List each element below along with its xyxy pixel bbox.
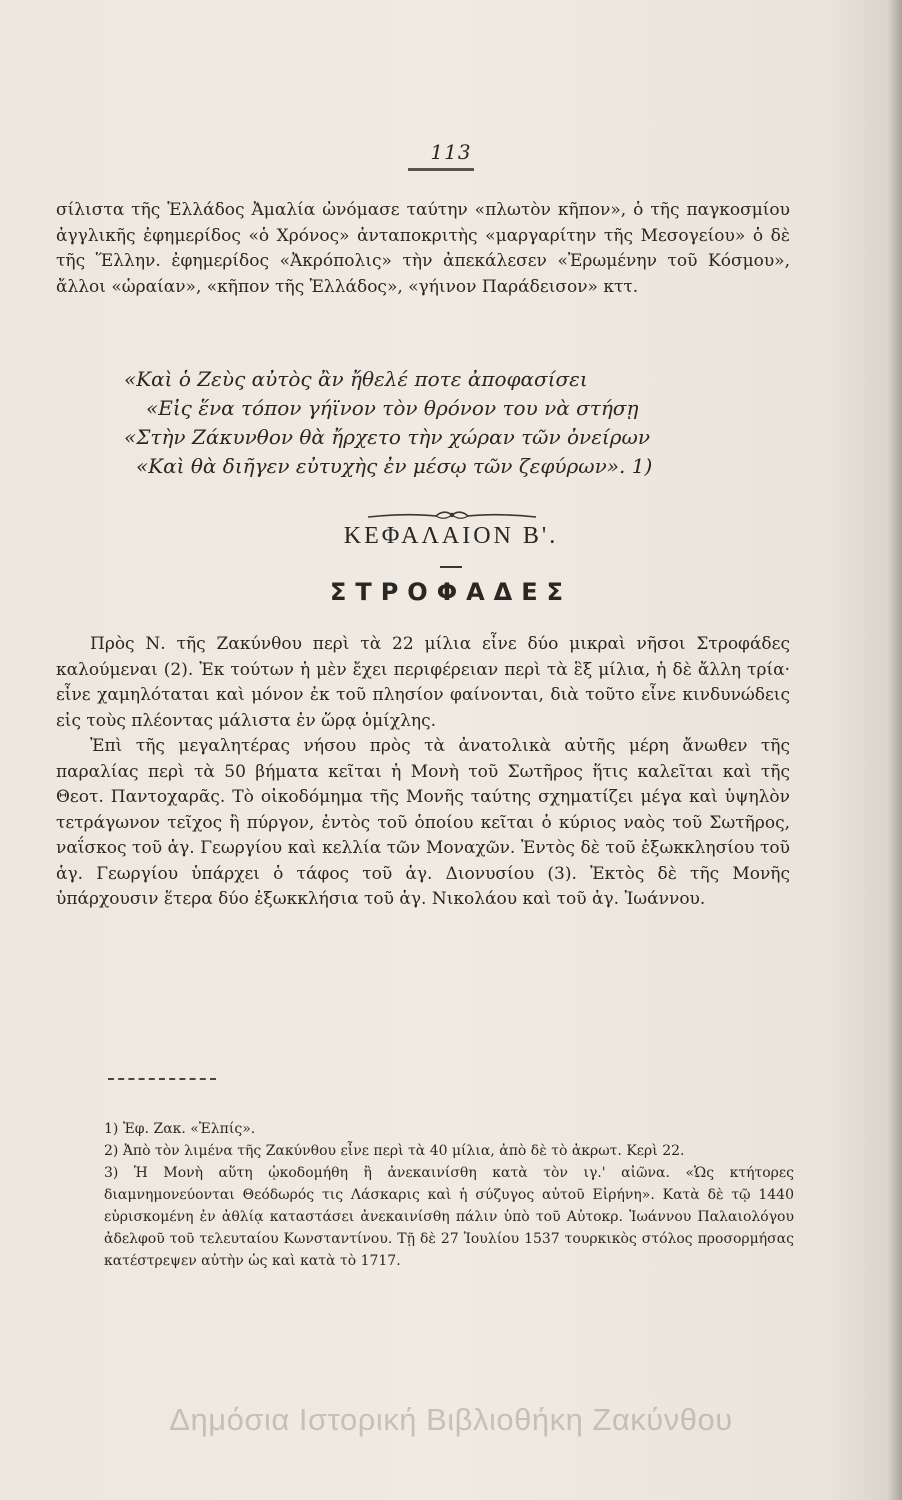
body-paragraph: Ἐπὶ τῆς μεγαλητέρας νήσου πρὸς τὰ ἀνατολικὰ αὐτῆς μέρη ἄνωθεν τῆς παραλίας περὶ τὰ 50 βήματα κεῖται ἡ Μονὴ τοῦ Σωτῆρος ἥτις καλεῖται καὶ τῆς Θεοτ. Παντοχαρᾶς. Τὸ οἰκοδόμημα τῆς Μονῆς ταύτης σχηματίζει μέγα καὶ ὑψηλὸν τετράγωνον τεῖχος ἢ πύργον, ἐντὸς τοῦ ὁποίου κεῖται ὁ κύριος ναὸς τοῦ Σωτῆρος, ναΐσκος τοῦ ἁγ. Γεωργίου καὶ κελλία τῶν Μοναχῶν. Ἐντὸς δὲ τοῦ ἐξωκκλησίου τοῦ ἁγ. Γεωργίου ὑπάρχει ὁ τάφος τοῦ ἁγ. Διονυσίου (3). Ἐκτὸς δὲ τῆς Μονῆς ὑπάρχουσιν ἕτερα δύο ἐξωκκλήσια τοῦ ἁγ. Νικολάου καὶ τοῦ ἁγ. Ἰωάννου.: [56, 736, 790, 909]
chapter-rule: [440, 566, 462, 568]
footnote: 1) Ἐφ. Ζακ. «Ἐλπίς».: [104, 1121, 256, 1137]
verse-block: [124, 365, 804, 481]
verse-line: «Στὴν Ζάκυνθον θὰ ἤρχετο τὴν χώραν τῶν ὀνείρων: [124, 425, 650, 449]
library-watermark: Δημόσια Ιστορική Βιβλιοθήκη Ζακύνθου: [169, 1402, 733, 1437]
page-number-underline: [408, 168, 474, 171]
page-edge-shadow: [888, 0, 902, 1500]
footnote: 3) Ἡ Μονὴ αὕτη ᾠκοδομήθη ἢ ἀνεκαινίσθη κατὰ τὸν ιγ.' αἰῶνα. «Ὡς κτήτορες διαμνημονεύονται Θεόδωρός τις Λάσκαρις καὶ ἡ σύζυγος αὐτοῦ Εἰρήνη». Κατὰ δὲ τῷ 1440 εὑρισκομένη ἐν ἀθλίᾳ καταστάσει ἀνεκαινίσθη πάλιν ὑπὸ τοῦ Αὐτοκρ. Ἰωάννου Παλαιολόγου ἀδελφοῦ τοῦ τελευταίου Κωνσταντίνου. Τῇ δὲ 27 Ἰουλίου 1537 τουρκικὸς στόλος προσορμήσας κατέστρεψεν αὐτὴν ὡς καὶ κατὰ τὸ 1717.: [104, 1165, 794, 1269]
verse-line: «Εἰς ἕνα τόπον γήϊνον τὸν θρόνον του νὰ στήσῃ: [146, 396, 639, 420]
section-title: ΣΤΡΟΦΑΔΕΣ: [329, 578, 573, 606]
page-number: 113: [430, 140, 472, 164]
body-paragraph: Πρὸς Ν. τῆς Ζακύνθου περὶ τὰ 22 μίλια εἶνε δύο μικραὶ νῆσοι Στροφάδες καλούμεναι (2). Ἐκ τούτων ἡ μὲν ἔχει περιφέρειαν περὶ τὰ ἓξ μίλια, ἡ δὲ ἄλλη τρία· εἶνε χαμηλόταται καὶ μόνον ἐκ τοῦ πλησίον φαίνονται, διὰ τοῦτο εἶνε κινδυνώδεις εἰς τοὺς πλέοντας μάλιστα ἐν ὥρᾳ ὁμίχλης.: [56, 634, 790, 731]
body-text: [56, 632, 790, 913]
top-paragraph-block: [56, 198, 790, 300]
footnotes: [104, 1118, 794, 1272]
verse-line: «Καὶ θὰ διῆγεν εὐτυχὴς ἐν μέσῳ τῶν ζεφύρων». 1): [136, 454, 653, 478]
chapter-heading: ΚΕΦΑΛΑΙΟΝ Β'.: [343, 523, 559, 549]
top-paragraph: σίλιστα τῆς Ἑλλάδος Ἀμαλία ὠνόμασε ταύτην «πλωτὸν κῆπον», ὁ τῆς παγκοσμίου ἀγγλικῆς ἐφημερίδος «ὁ Χρόνος» ἀνταποκριτὴς «μαργαρίτην τῆς Μεσογείου» ὁ δὲ τῆς Ἕλλην. ἐφημερίδος «Ἀκρόπολις» τὴν ἀπεκάλεσεν «Ἐρωμένην τοῦ Κόσμου», ἄλλοι «ὡραίαν», «κῆπον τῆς Ἑλλάδος», «γήινον Παράδεισον» κττ.: [56, 200, 790, 297]
verse-line: «Καὶ ὁ Ζεὺς αὐτὸς ἂν ἤθελέ ποτε ἀποφασίσει: [124, 367, 588, 391]
footnote: 2) Ἀπὸ τὸν λιμένα τῆς Ζακύνθου εἶνε περὶ τὰ 40 μίλια, ἀπὸ δὲ τὸ ἀκρωτ. Κερὶ 22.: [104, 1143, 685, 1159]
footnote-separator: [108, 1078, 216, 1080]
ornament-divider: [366, 505, 538, 525]
